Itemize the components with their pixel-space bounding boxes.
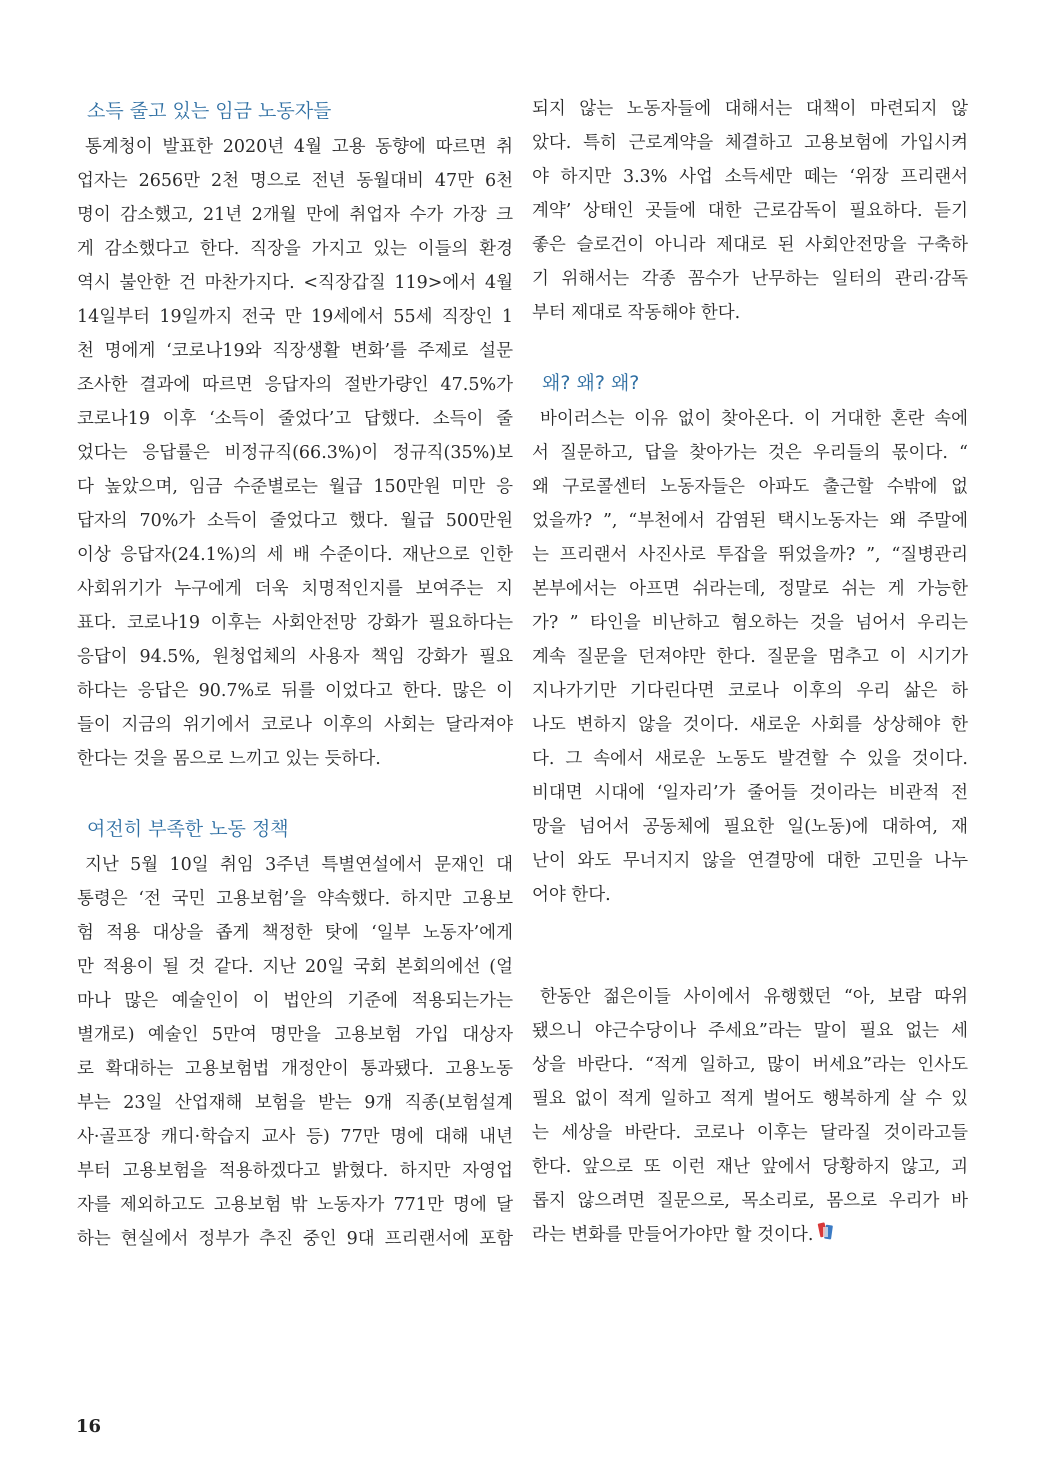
text-line: 한다. 앞으로 또 이런 재난 앞에서 당황하지 않고, 괴 [532,1157,968,1177]
text-line: 어야 한다. [532,885,611,905]
left-column [77,92,513,1256]
text-line: 필요 없이 적게 일하고 적게 벌어도 행복하게 살 수 있 [532,1089,968,1109]
text-line: 마나 많은 예술인이 이 법안의 기준에 적용되는가는 [77,991,513,1011]
text-line: 서 질문하고, 답을 찾아가는 것은 우리들의 몫이다. “ [532,443,968,463]
text-line: 만 적용이 될 것 같다. 지난 20일 국회 본회의에선 (얼 [77,957,513,977]
page-number: 16 [76,1416,102,1437]
text-line: 부터 제대로 작동해야 한다. [532,303,741,323]
text-line: 이상 응답자(24.1%)의 세 배 수준이다. 재난으로 인한 [77,545,513,565]
text-line: 바이러스는 이유 없이 찾아온다. 이 거대한 혼란 속에 [540,409,968,429]
text-line: 지난 5월 10일 취임 3주년 특별연설에서 문재인 대 [85,855,513,875]
text-line: 되지 않는 노동자들에 대해서는 대책이 마련되지 않 [532,99,968,119]
text-line: 지나가기만 기다린다면 코로나 이후의 우리 삶은 하 [532,681,968,701]
article-end-mark-icon [817,1219,835,1253]
text-line: 천 명에게 ‘코로나19와 직장생활 변화’를 주제로 설문 [77,341,513,361]
text-line: 상을 바란다. “적게 일하고, 많이 버세요”라는 인사도 [532,1055,968,1075]
text-line: 하다는 응답은 90.7%로 뒤를 이었다고 한다. 많은 이 [77,681,513,701]
text-line: 롭지 않으려면 질문으로, 목소리로, 몸으로 우리가 바 [532,1191,968,1211]
paragraph-spacer [532,946,968,980]
text-line: 비대면 시대에 ‘일자리’가 줄어들 것이라는 비관적 전 [532,783,968,803]
text-line: 나도 변하지 않을 것이다. 새로운 사회를 상상해야 한 [532,715,968,735]
text-line: 명이 감소했고, 21년 2개월 만에 취업자 수가 가장 크 [77,205,513,225]
text-line: 부터 고용보험을 적용하겠다고 밝혔다. 하지만 자영업 [77,1161,513,1181]
text-line: 사회위기가 누구에게 더욱 치명적인지를 보여주는 지 [77,579,513,599]
section-heading: 소득 줄고 있는 임금 노동자들 [87,100,332,122]
section-heading: 여전히 부족한 노동 정책 [87,818,289,840]
text-line: 통령은 ‘전 국민 고용보험’을 약속했다. 하지만 고용보 [77,889,513,909]
text-line: 난이 와도 무너지지 않을 연결망에 대한 고민을 나누 [532,851,968,871]
text-line: 야 하지만 3.3% 사업 소득세만 떼는 ‘위장 프리랜서 [532,167,968,187]
text-line: 다. 그 속에서 새로운 노동도 발견할 수 있을 것이다. [532,749,968,769]
text-line: 로 확대하는 고용보험법 개정안이 통과됐다. 고용노동 [77,1059,513,1079]
text-line: 통계청이 발표한 2020년 4월 고용 동향에 따르면 취 [85,137,513,157]
text-line: 답자의 70%가 소득이 줄었다고 했다. 월급 500만원 [77,511,513,531]
text-line: 었을까? ”, “부천에서 감염된 택시노동자는 왜 주말에 [532,511,968,531]
text-line: 표다. 코로나19 이후는 사회안전망 강화가 필요하다는 [77,613,513,633]
text-line: 자를 제외하고도 고용보험 밖 노동자가 771만 명에 달 [77,1195,513,1215]
text-line: 들이 지금의 위기에서 코로나 이후의 사회는 달라져야 [77,715,513,735]
text-line: 기 위해서는 각종 꼼수가 난무하는 일터의 관리·감독 [532,269,968,289]
text-line: 조사한 결과에 따르면 응답자의 절반가량인 47.5%가 [77,375,513,395]
text-line: 계속 질문을 던져야만 한다. 질문을 멈추고 이 시기가 [532,647,968,667]
text-line: 험 적용 대상을 좁게 책정한 탓에 ‘일부 노동자’에게 [77,923,513,943]
text-line: 본부에서는 아프면 쉬라는데, 정말로 쉬는 게 가능한 [532,579,968,599]
text-line: 다 높았으며, 임금 수준별로는 월급 150만원 미만 응 [77,477,513,497]
text-line: 는 프리랜서 사진사로 투잡을 뛰었을까? ”, “질병관리 [532,545,968,565]
text-line: 사·골프장 캐디·학습지 교사 등) 77만 명에 대해 내년 [77,1127,513,1147]
text-line: 별개로) 예술인 5만여 명만을 고용보험 가입 대상자 [77,1025,513,1045]
text-line: 됐으니 야근수당이나 주세요”라는 말이 필요 없는 세 [532,1021,968,1041]
text-line: 한다는 것을 몸으로 느끼고 있는 듯하다. [77,749,381,769]
paragraph-spacer [532,330,968,364]
paragraph-spacer [532,912,968,946]
text-line: 한동안 젊은이들 사이에서 유행했던 “아, 보람 따위 [540,987,968,1007]
text-line: 코로나19 이후 ‘소득이 줄었다’고 답했다. 소득이 줄 [77,409,513,429]
text-line: 았다. 특히 근로계약을 체결하고 고용보험에 가입시켜 [532,133,968,153]
text-line: 계약’ 상태인 곳들에 대한 근로감독이 필요하다. 듣기 [532,201,968,221]
right-column [532,92,968,1252]
text-line: 왜 구로콜센터 노동자들은 아파도 출근할 수밖에 없 [532,477,968,497]
text-line: 응답이 94.5%, 원청업체의 사용자 책임 강화가 필요 [77,647,513,667]
text-line [532,1218,968,1252]
text-line-content: 라는 변화를 만들어가야만 할 것이다. [532,1225,814,1245]
text-line: 업자는 2656만 2천 명으로 전년 동월대비 47만 6천 [77,171,513,191]
text-line: 가? ” 타인을 비난하고 혐오하는 것을 넘어서 우리는 [532,613,968,633]
text-line: 하는 현실에서 정부가 추진 중인 9대 프리랜서에 포함 [77,1229,513,1249]
text-line: 14일부터 19일까지 전국 만 19세에서 55세 직장인 1 [77,307,513,327]
text-line: 는 세상을 바란다. 코로나 이후는 달라질 것이라고들 [532,1123,968,1143]
paragraph-spacer [77,776,513,810]
section-heading: 왜? 왜? 왜? [542,372,640,394]
text-line: 부는 23일 산업재해 보험을 받는 9개 직종(보험설계 [77,1093,513,1113]
text-line: 좋은 슬로건이 아니라 제대로 된 사회안전망을 구축하 [532,235,968,255]
text-line: 망을 넘어서 공동체에 필요한 일(노동)에 대하여, 재 [532,817,968,837]
text-line: 역시 불안한 건 마찬가지다. <직장갑질 119>에서 4월 [77,273,513,293]
text-line: 었다는 응답률은 비정규직(66.3%)이 정규직(35%)보 [77,443,513,463]
text-line: 게 감소했다고 한다. 직장을 가지고 있는 이들의 환경 [77,239,513,259]
